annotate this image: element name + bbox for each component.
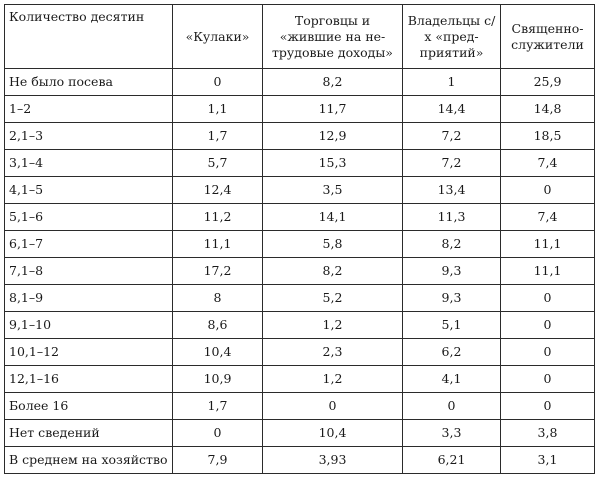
row-label: 4,1–5 (5, 177, 173, 204)
table-cell: 0 (501, 177, 595, 204)
table-cell: 0 (501, 339, 595, 366)
row-label: 6,1–7 (5, 231, 173, 258)
row-label: 1–2 (5, 96, 173, 123)
row-label: 8,1–9 (5, 285, 173, 312)
table-cell: 25,9 (501, 69, 595, 96)
table-row (5, 339, 595, 366)
table-cell: 1,2 (263, 366, 403, 393)
row-label: 2,1–3 (5, 123, 173, 150)
table-cell: 0 (403, 393, 501, 420)
table-cell: 17,2 (173, 258, 263, 285)
row-label: 7,1–8 (5, 258, 173, 285)
table-cell: 4,1 (403, 366, 501, 393)
table-cell: 5,2 (263, 285, 403, 312)
table-cell: 18,5 (501, 123, 595, 150)
table-cell: 11,2 (173, 204, 263, 231)
table-cell: 7,9 (173, 447, 263, 474)
table-row (5, 96, 595, 123)
table-row (5, 366, 595, 393)
table-cell: 10,9 (173, 366, 263, 393)
table-cell: 0 (263, 393, 403, 420)
row-label: Не было посева (5, 69, 173, 96)
table-cell: 6,2 (403, 339, 501, 366)
table-cell: 13,4 (403, 177, 501, 204)
table-cell: 5,1 (403, 312, 501, 339)
table-body (5, 69, 595, 474)
table-row (5, 123, 595, 150)
row-label: 9,1–10 (5, 312, 173, 339)
table-cell: 1 (403, 69, 501, 96)
table-cell: 0 (173, 420, 263, 447)
table-cell: 0 (173, 69, 263, 96)
table-cell: 8,2 (263, 69, 403, 96)
table-row (5, 204, 595, 231)
table-cell: 8,2 (403, 231, 501, 258)
table-row (5, 231, 595, 258)
header-row (5, 5, 595, 69)
table-cell: 11,7 (263, 96, 403, 123)
table-cell: 5,8 (263, 231, 403, 258)
table-cell: 0 (501, 366, 595, 393)
table-row (5, 285, 595, 312)
table-cell: 2,3 (263, 339, 403, 366)
table-cell: 0 (501, 312, 595, 339)
table-cell: 14,1 (263, 204, 403, 231)
table-cell: 11,3 (403, 204, 501, 231)
table-cell: 8 (173, 285, 263, 312)
table-row (5, 420, 595, 447)
row-label: 3,1–4 (5, 150, 173, 177)
column-header-owners: Владельцы с/х «пред-приятий» (403, 5, 501, 69)
table-cell: 8,6 (173, 312, 263, 339)
table-cell: 12,4 (173, 177, 263, 204)
table-cell: 7,4 (501, 204, 595, 231)
row-label: Более 16 (5, 393, 173, 420)
table-cell: 6,21 (403, 447, 501, 474)
table-cell: 0 (501, 393, 595, 420)
row-label: Нет сведений (5, 420, 173, 447)
column-header-desyatiny: Количество десятин (5, 5, 173, 69)
table-cell: 1,1 (173, 96, 263, 123)
table-cell: 7,2 (403, 150, 501, 177)
table-cell: 3,5 (263, 177, 403, 204)
column-header-kulaki: «Кулаки» (173, 5, 263, 69)
table-cell: 3,3 (403, 420, 501, 447)
table-cell: 15,3 (263, 150, 403, 177)
row-label: В среднем на хозяйство (5, 447, 173, 474)
table-row (5, 69, 595, 96)
table-cell: 11,1 (501, 258, 595, 285)
column-header-traders: Торговцы и «жившие на не-трудовые доходы» (263, 5, 403, 69)
table-cell: 10,4 (263, 420, 403, 447)
table-cell: 14,4 (403, 96, 501, 123)
row-label: 10,1–12 (5, 339, 173, 366)
table-cell: 3,1 (501, 447, 595, 474)
row-label: 12,1–16 (5, 366, 173, 393)
row-label: 5,1–6 (5, 204, 173, 231)
table-cell: 1,7 (173, 393, 263, 420)
table-cell: 8,2 (263, 258, 403, 285)
table-cell: 9,3 (403, 285, 501, 312)
table-cell: 9,3 (403, 258, 501, 285)
table-row (5, 447, 595, 474)
table-cell: 10,4 (173, 339, 263, 366)
table-cell: 7,2 (403, 123, 501, 150)
statistics-table (4, 4, 595, 474)
table-row (5, 393, 595, 420)
column-header-clergy: Священно-служители (501, 5, 595, 69)
table-cell: 5,7 (173, 150, 263, 177)
table-cell: 11,1 (501, 231, 595, 258)
table-row (5, 177, 595, 204)
table-cell: 14,8 (501, 96, 595, 123)
table-row (5, 150, 595, 177)
table-cell: 1,7 (173, 123, 263, 150)
table-row (5, 258, 595, 285)
table-cell: 7,4 (501, 150, 595, 177)
table-cell: 3,8 (501, 420, 595, 447)
table-cell: 0 (501, 285, 595, 312)
table-cell: 3,93 (263, 447, 403, 474)
table-cell: 12,9 (263, 123, 403, 150)
table-cell: 11,1 (173, 231, 263, 258)
table-row (5, 312, 595, 339)
table-cell: 1,2 (263, 312, 403, 339)
